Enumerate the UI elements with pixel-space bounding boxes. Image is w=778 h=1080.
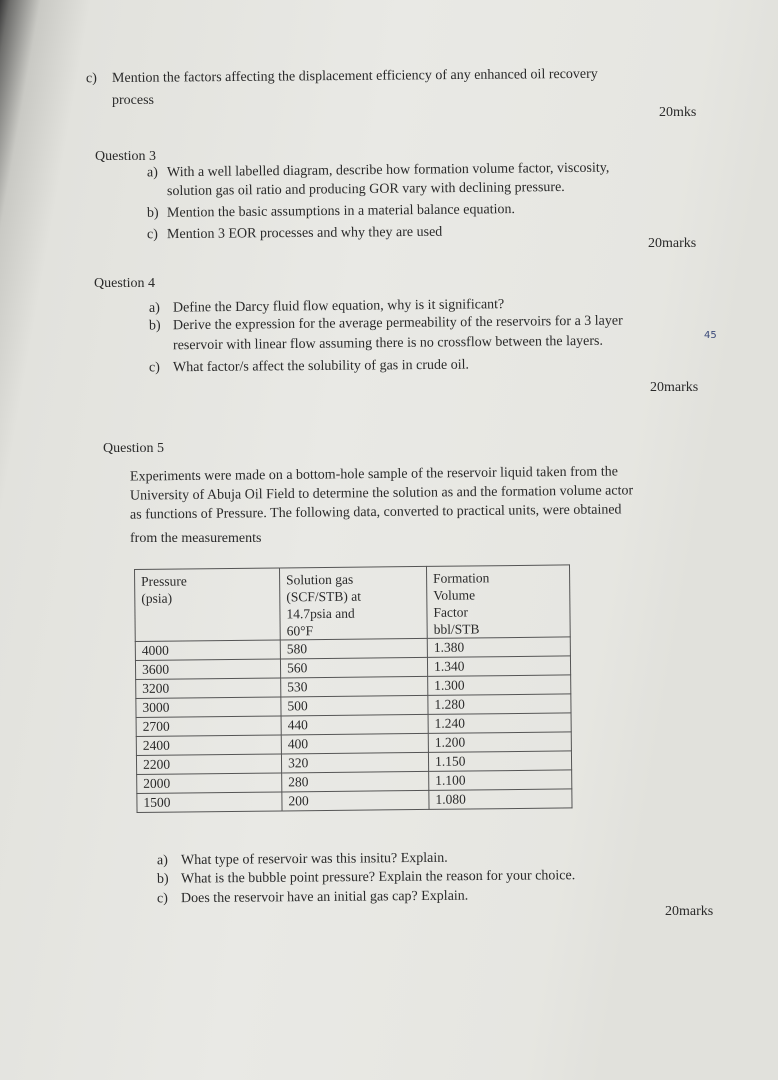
- table-header-row: [135, 565, 571, 642]
- header-fvf: [426, 565, 570, 638]
- q5c-marker: c): [156, 891, 168, 907]
- cell-fvf: 1.380: [427, 637, 570, 657]
- q4b-text-line1: Derive the expression for the average permeability of the reservoirs for a 3 layer: [172, 313, 623, 334]
- q4c-line: [149, 357, 469, 378]
- q3c-line: [147, 224, 442, 245]
- q3a-marker: a): [146, 165, 158, 181]
- q2c-line2: process: [112, 93, 154, 108]
- q5-intro-line4: from the measurements: [130, 531, 262, 546]
- cell-pressure: 3000: [136, 697, 281, 718]
- header-fvf-line2: Volume: [433, 587, 476, 603]
- q5-intro-line3: as functions of Pressure. The following data, converted to practical units, were obtained: [129, 502, 622, 523]
- header-pressure-line1: Pressure: [141, 573, 187, 589]
- q3b-line: [147, 201, 515, 223]
- q5-title: Question 5: [103, 441, 165, 456]
- q5b-text: What is the bubble point pressure? Explain the reason for your choice.: [180, 868, 576, 887]
- q2c-marks: 20mks: [659, 105, 697, 120]
- cell-solution-gas: 530: [281, 676, 428, 697]
- q4c-text: What factor/s affect the solubility of gas in crude oil.: [172, 357, 470, 376]
- header-solution-gas-line3: 14.7psia and: [286, 605, 355, 622]
- header-solution-gas-line1: Solution gas: [286, 571, 354, 588]
- q4a-text: Define the Darcy fluid flow equation, why is it significant?: [172, 297, 505, 316]
- cell-solution-gas: 500: [281, 695, 428, 716]
- q5b-marker: b): [156, 871, 169, 887]
- header-fvf-line1: Formation: [433, 570, 490, 586]
- q3a-line2: solution gas oil ratio and producing GOR vary with declining pressure.: [166, 179, 565, 200]
- q3a-text-line1: With a well labelled diagram, describe how formation volume factor, viscosity,: [166, 160, 610, 181]
- cell-solution-gas: 200: [282, 790, 429, 811]
- cell-fvf: 1.080: [429, 789, 572, 809]
- q4-title: Question 4: [94, 276, 156, 291]
- header-solution-gas-line4: 60°F: [286, 623, 314, 639]
- q5b-line: [157, 867, 575, 889]
- cell-fvf: 1.240: [428, 713, 571, 733]
- q5c-line: [157, 888, 468, 909]
- cell-fvf: 1.340: [427, 656, 570, 676]
- q3c-marker: c): [146, 227, 158, 243]
- cell-solution-gas: 580: [280, 638, 427, 659]
- cell-pressure: 3600: [135, 659, 280, 680]
- cell-pressure: 1500: [137, 792, 282, 813]
- q4b-marker: b): [148, 318, 161, 334]
- q3b-text: Mention the basic assumptions in a material balance equation.: [166, 202, 516, 221]
- q5a-marker: a): [156, 853, 168, 869]
- header-solution-gas-line2: (SCF/STB) at: [286, 588, 362, 605]
- header-pressure-line2: (psia): [141, 590, 173, 606]
- header-fvf-line3: Factor: [433, 604, 469, 620]
- q5-marks: 20marks: [665, 904, 714, 919]
- pvt-data-table: [134, 564, 573, 813]
- q2c-marker: c): [85, 71, 97, 87]
- pencil-note: 45: [704, 330, 717, 341]
- header-fvf-line4: bbl/STB: [433, 621, 480, 637]
- cell-solution-gas: 560: [280, 657, 427, 678]
- q4b-line1: [149, 313, 623, 336]
- cell-solution-gas: 320: [281, 752, 428, 773]
- q5-intro-line1: Experiments were made on a bottom-hole sample of the reservoir liquid taken from the: [129, 464, 618, 485]
- q4c-marker: c): [148, 360, 160, 376]
- header-pressure: [135, 568, 281, 642]
- cell-pressure: 4000: [135, 640, 280, 661]
- cell-solution-gas: 440: [281, 714, 428, 735]
- cell-pressure: 2000: [137, 773, 282, 794]
- q5a-text: What type of reservoir was this insitu? Explain.: [180, 850, 448, 869]
- cell-pressure: 2200: [136, 754, 281, 775]
- cell-pressure: 2400: [136, 735, 281, 756]
- cell-pressure: 3200: [136, 678, 281, 699]
- q4b-line2: reservoir with linear flow assuming there is no crossflow between the layers.: [172, 333, 604, 354]
- cell-fvf: 1.150: [428, 751, 571, 771]
- cell-solution-gas: 400: [281, 733, 428, 754]
- q3b-marker: b): [146, 205, 159, 221]
- cell-pressure: 2700: [136, 716, 281, 737]
- q5-intro-line2: University of Abuja Oil Field to determine the solution as and the formation volume actor: [129, 483, 634, 504]
- q5c-text: Does the reservoir have an initial gas cap? Explain.: [180, 888, 469, 907]
- q4a-marker: a): [148, 300, 160, 316]
- cell-fvf: 1.100: [429, 770, 572, 790]
- cell-fvf: 1.300: [428, 675, 571, 695]
- cell-solution-gas: 280: [282, 771, 429, 792]
- q3-marks: 20marks: [648, 236, 697, 251]
- cell-fvf: 1.200: [428, 732, 571, 752]
- q3-title: Question 3: [95, 149, 157, 164]
- q2c-line1: [86, 66, 598, 88]
- q3c-text: Mention 3 EOR processes and why they are used: [166, 224, 443, 243]
- q2c-text-line1: Mention the factors affecting the displacement efficiency of any enhanced oil recovery: [111, 66, 598, 87]
- header-solution-gas: [279, 566, 427, 640]
- cell-fvf: 1.280: [428, 694, 571, 714]
- q5a-line: [157, 850, 448, 871]
- table-row: [137, 789, 572, 813]
- q4-marks: 20marks: [650, 380, 699, 395]
